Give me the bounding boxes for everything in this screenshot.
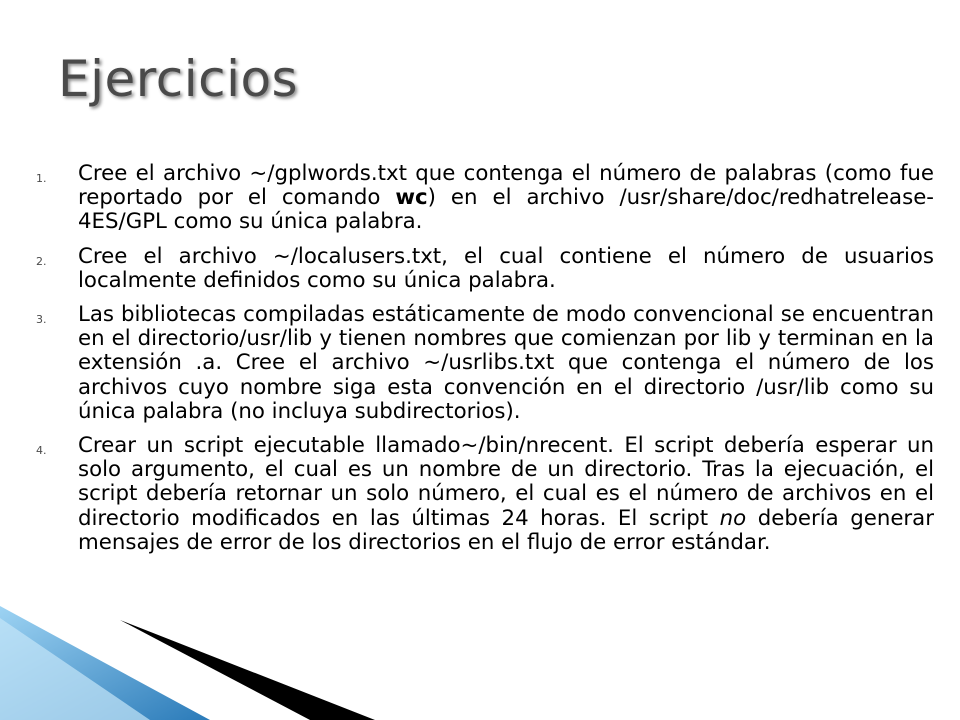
exercise-list: [36, 162, 934, 565]
exercise-item-4: [36, 434, 934, 555]
exercise-item-1: [36, 162, 934, 235]
exercise-item-2: [36, 245, 934, 293]
corner-decoration: [0, 600, 960, 720]
exercise-item-3: [36, 303, 934, 424]
exercise-text-3: Las bibliotecas compiladas estáticamente de modo convencional se encuentran en el directorio/usr/lib y tienen nombres que comienzan por lib y terminan en la extensión .a. Cree el archivo ~/usrlibs.txt que contenga el número de los archivos cuyo nombre siga esta convención en el directorio /usr/lib como su única palabra (no incluya subdirectorios).: [78, 302, 934, 424]
exercise-text-1-part-b: ) en el archivo /usr/share/doc/redhatrelease- 4ES/GPL como su única palabra.: [78, 185, 934, 235]
exercise-number-3: 3.: [36, 313, 47, 327]
exercise-text-2: Cree el archivo ~/localusers.txt, el cual contiene el número de usuarios localmente definidos como su única palabra.: [78, 243, 934, 293]
exercise-number-1: 1.: [36, 172, 47, 185]
emphasis-no: no: [719, 505, 747, 531]
exercise-number-4: 4.: [36, 444, 47, 458]
exercise-text-4: [78, 434, 934, 555]
exercise-text-1-part-a: Cree el archivo ~/gplwords.txt que contenga el número de palabras (como fue reportado por el comando: [78, 161, 934, 211]
exercise-text-4-part-b: debería generar mensajes de error de los directorios en el flujo de error estándar.: [78, 505, 934, 555]
exercise-text-1: [78, 162, 934, 235]
exercise-number-2: 2.: [36, 254, 47, 268]
slide-title: Ejercicios: [58, 50, 299, 108]
exercise-text-4-part-a: Crear un script ejecutable llamado~/bin/nrecent. El script debería esperar un solo argumento, el cual es un nombre de un directorio. Tras la ejecuación, el script debería retornar un solo número, el cual es el número de archivos en el directorio modificados en las últimas 24 horas. El script: [78, 433, 934, 531]
command-wc: wc: [395, 185, 428, 211]
